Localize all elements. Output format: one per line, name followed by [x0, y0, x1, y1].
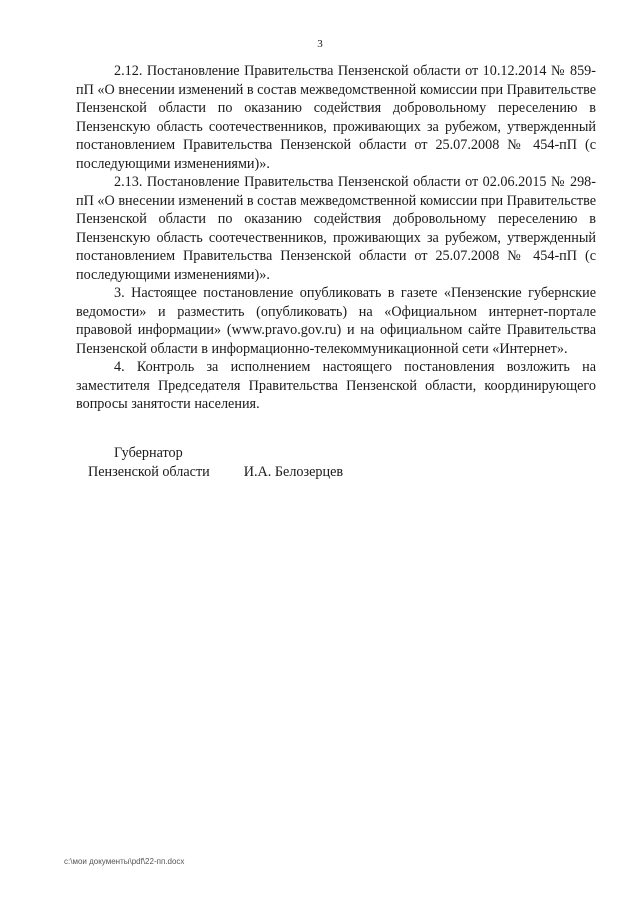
- signatory-region: Пензенской области: [88, 464, 210, 480]
- paragraph-3-publication: 3. Настоящее постановление опубликовать в газете «Пензенские губернские ведомости» и разместить (опубликовать) на «Официальном интернет-портале правовой информации» (www.pravo.gov.ru) и на официальном сайте Правительства Пензенской области в информационно-телекоммуникационной сети «Интернет».: [76, 285, 596, 357]
- signature-block: [88, 444, 343, 482]
- document-body: [76, 62, 596, 414]
- file-path-footer: c:\мои документы\pdf\22-пп.docx: [64, 857, 185, 866]
- signatory-name: И.А. Белозерцев: [243, 464, 344, 480]
- paragraph-4-control: 4. Контроль за исполнением настоящего постановления возложить на заместителя Председателя Правительства Пензенской области, координирующего вопросы занятости населения.: [76, 359, 596, 412]
- paragraph-2-12: 2.12. Постановление Правительства Пензенской области от 10.12.2014 № 859-пП «О внесении изменений в состав межведомственной комиссии при Правительстве Пензенской области по оказанию содействия добровольному переселению в Пензенскую область соотечественников, проживающих за рубежом, утвержденный постановлением Правительства Пензенской области от 25.07.2008 № 454-пП (с последующими изменениями)».: [76, 63, 596, 172]
- paragraph-2-13: 2.13. Постановление Правительства Пензенской области от 02.06.2015 № 298-пП «О внесении изменений в состав межведомственной комиссии при Правительстве Пензенской области по оказанию содействия добровольному переселению в Пензенскую область соотечественников, проживающих за рубежом, утвержденный постановлением Правительства Пензенской области от 25.07.2008 № 454-пП (с последующими изменениями)».: [76, 174, 596, 283]
- signatory-title: Губернатор: [114, 445, 183, 461]
- page-number: 3: [317, 38, 323, 50]
